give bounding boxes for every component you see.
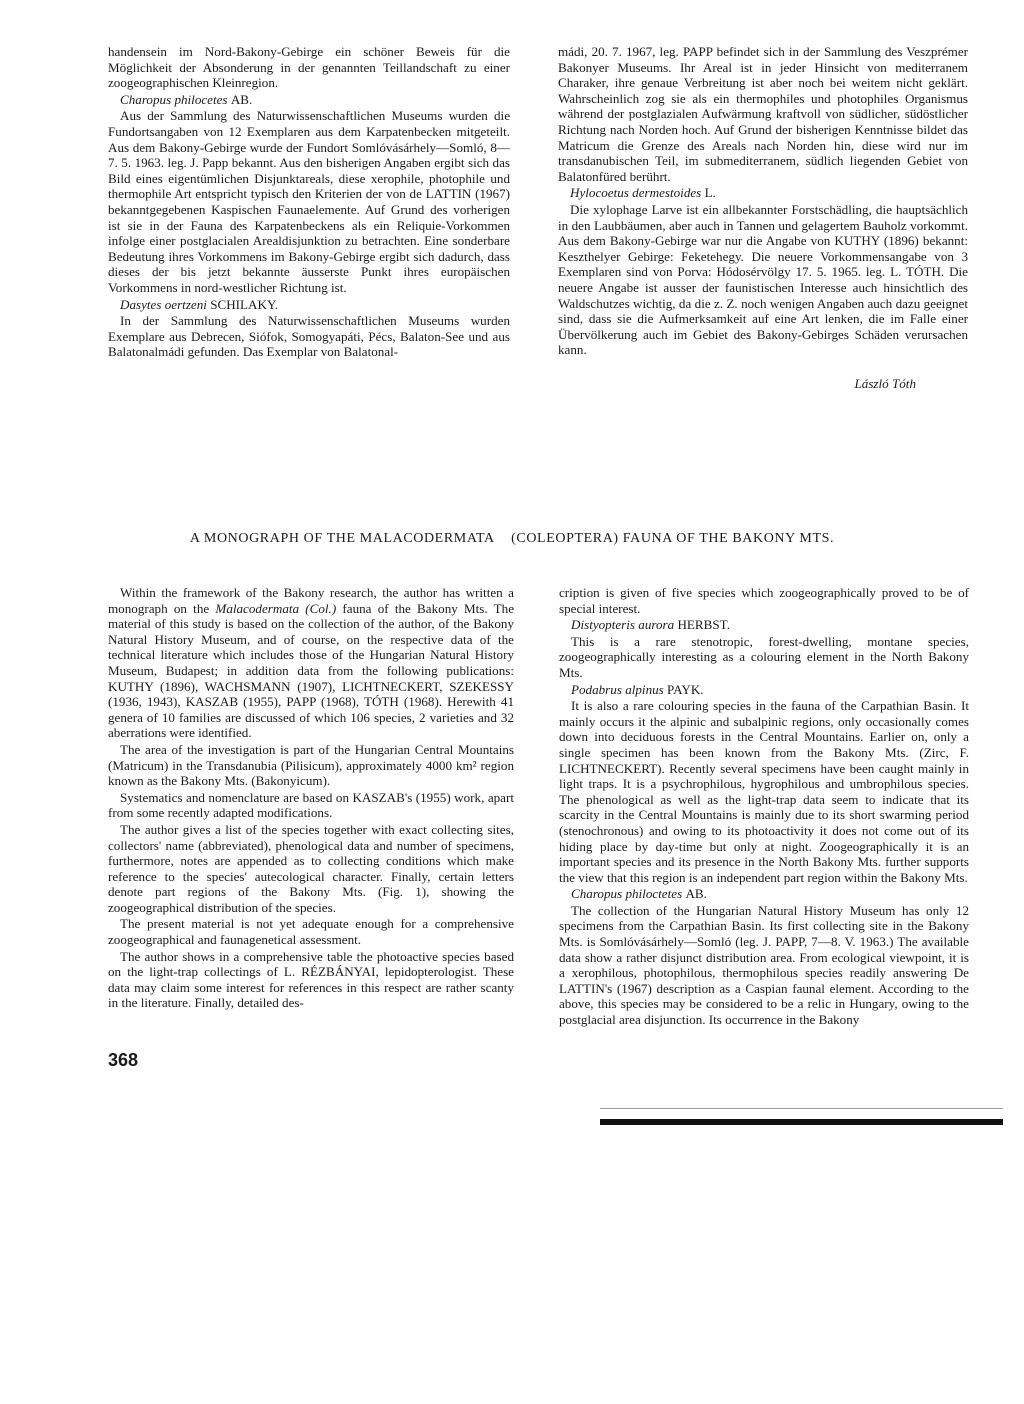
species-author: SCHILAKY. (210, 296, 278, 312)
text-run: Within the framework of the Bakony research, the author has written a monograph on the (108, 585, 514, 616)
paragraph: This is a rare stenotropic, forest-dwelling, montane species, zoogeographically interesting as a colouring element in the North Bakony Mts. (559, 633, 969, 680)
species-heading (108, 297, 510, 313)
bottom-left-column (108, 585, 514, 1012)
species-name: Charopus philoctetes (571, 886, 683, 902)
paragraph: Die xylophage Larve ist ein allbekannter Forstschädling, die hauptsächlich in den Laubbäumen, aber auch in Tannen und gelagertem Bauholz vorkommt. Aus dem Bakony-Gebirge war nur die Angabe von KUTHY (1896) bekannt: Keszthelyer Gebirge: Feketehegy. Die neuere Vorkommensangabe von 3 Exemplaren sind von Porva: Hódosérvölgy 17. 5. 1965. leg. L. TÓTH. Die neuere Angabe ist ausser der faunistischen Interesse auch hinsichtlich des Waldschutzes wichtig, da die z. Z. noch wenigen Angaben auch dazu geeignet sind, dass sie die Aufmerksamkeit auf eine Art lenken, die im Falle einer Übervölkerung auch im Gebiet des Bakony-Gebirges Schäden verursachen kann. (558, 201, 968, 358)
paragraph: handensein im Nord-Bakony-Gebirge ein schöner Beweis für die Möglichkeit der Absonderung in der genannten Teillandschaft zu einer zoogeographischen Kleinregion. (108, 44, 510, 91)
page-number: 368 (108, 1050, 139, 1070)
species-name: Hylocoetus dermestoides (570, 185, 702, 201)
paragraph: mádi, 20. 7. 1967, leg. PAPP befindet sich in der Sammlung des Veszprémer Bakonyer Museums. Ihr Areal ist in jeder Hinsicht von mediterranem Charaker, ihre genaue Verbreitung ist aber noch bei weitem nicht geklärt. Wahrscheinlich zog sie als ein thermophiles und photophiles Organismus während der postglazialen Aufwärmung kraftvoll von südlicher, südöstlicher Richtung nach Norden hoch. Auf Grund der bisherigen Kenntnisse bildet das Matricum die Grenze des Areals nach Norden hin, diese wird nur im transdanubischen Teil, im submediterranem, südlich liegenden Gebiet von Balatonfüred berührt. (558, 44, 968, 184)
top-right-column (558, 44, 968, 391)
paragraph: The area of the investigation is part of the Hungarian Central Mountains (Matricum) in the Transdanubia (Pilisicum), approximately 4000 km² region known as the Bakony Mts. (Bakonyicum). (108, 741, 514, 789)
paragraph: In der Sammlung des Naturwissenschaftlichen Museums wurden Exemplare aus Debrecen, Siófok, Somogyapáti, Pécs, Balaton-See und aus Balatonalmádi gefunden. Das Exemplar von Balatonal- (108, 313, 510, 360)
title-part-left: A MONOGRAPH OF THE MALACODERMATA (189, 531, 495, 546)
species-author: L. (704, 185, 716, 201)
paragraph: Systematics and nomenclature are based on KASZAB's (1955) work, apart from some recently adapted modifications. (108, 789, 514, 821)
species-author: AB. (685, 886, 707, 902)
species-heading (108, 92, 510, 108)
paragraph: Aus der Sammlung des Naturwissenschaftlichen Museums wurden die Fundortsangaben von 12 Exemplaren aus dem Karpatenbecken mitgeteilt. Aus dem Bakony-Gebirge wurde der Fundort Somlóvásárhely—Somló, 8—7. 5. 1963. leg. J. Papp bekannt. Aus den bisherigen Angaben ergibt sich das Bild eines eigentümlichen Disjunktareals, diese xerophile, photophile und thermophile Art entspricht typisch den Kriterien der von de LATTIN (1967) bekanntgegebenen Kaspischen Faunaelemente. Auf Grund des vorherigen ist sie in der Fauna des Karpatenbeckens als ein Reliquie-Vorkommen infolge einer postglacialen Arealdisjunktion zu betrachten. Eine sonderbare Bedeutung ihres Vorkommens im Bakony-Gebirge ergibt sich dadurch, dass dieses der bis jetzt bekannte äusserste Punkt ihres europäischen Vorkommens in nord-westlicher Richtung ist. (108, 108, 510, 295)
article-title (0, 531, 1024, 547)
species-name: Distyopteris aurora (571, 617, 675, 633)
species-name: Dasytes oertzeni (120, 296, 207, 312)
paragraph: The present material is not yet adequate enough for a comprehensive zoogeographical and faunagenetical assessment. (108, 916, 514, 948)
paragraph: The collection of the Hungarian Natural History Museum has only 12 specimens from the Carpathian Basin. Its first collecting site in the Bakony Mts. is Somlóvásárhely—Somló (leg. J. PAPP, 7—8. V. 1963.) The available data show a rather disjunct distribution area. From ecological viewpoint, it is a xerophilous, photophilous, thermophilous species readily answering De LATTIN's (1967) description as a Caspian faunal element. According to the above, this species may be considered to be a relic in Hungary, owing to the postglacial area disjunction. Its occurrence in the Bakony (559, 902, 969, 1028)
paragraph (108, 585, 514, 741)
species-heading (559, 886, 969, 902)
divider (600, 1108, 1003, 1109)
bottom-right-column (559, 585, 969, 1029)
species-name: Charopus philocetes (120, 91, 228, 107)
species-heading (559, 617, 969, 633)
text-run: fauna of the Bakony Mts. The material of this study is based on the collection of the author, of the Bakony Natural History Museum, and of course, on the respective data of the technical literature which includes those of the Hungarian Natural History Museum, Budapest; in addition data from the following publications: KUTHY (1896), WACHSMANN (1907), LICHTNECKERT, SZEKESSY (1936, 1943), KASZAB (1955), PAPP (1968), TÓTH (1968). Herewith 41 genera of 10 families are discussed of which 106 species, 2 varieties and 32 aberrations were identified. (108, 600, 515, 741)
paragraph: The author gives a list of the species together with exact collecting sites, collectors' name (abbreviated), phenological data and number of specimens, furthermore, notes are appended as to collecting conditions which make reference to the species' autecological character. Finally, certain letters denote part regions of the Bakony Mts. (Fig. 1), showing the zoogeographical distribution of the species. (108, 821, 514, 915)
top-left-column (108, 44, 510, 361)
title-part-right: (COLEOPTERA) FAUNA OF THE BAKONY MTS. (511, 531, 835, 546)
author-signature: László Tóth (854, 375, 916, 391)
paragraph: The author shows in a comprehensive table the photoactive species based on the light-trap collectings of L. RÉZBÁNYAI, lepidopterologist. These data may claim some interest for references in this respect are rather scanty in the literature. Finally, detailed des- (108, 948, 514, 1011)
paragraph: cription is given of five species which zoogeographically proved to be of special interest. (559, 585, 969, 616)
species-author: PAYK. (667, 681, 704, 697)
species-name: Podabrus alpinus (571, 681, 664, 697)
species-author: HERBST. (677, 617, 730, 633)
species-heading (558, 185, 968, 201)
species-heading (559, 682, 969, 698)
species-author: AB. (230, 91, 253, 107)
footer-rule (600, 1119, 1003, 1125)
paragraph: It is also a rare colouring species in the fauna of the Carpathian Basin. It mainly occurs it the alpinic and subalpinic regions, only occasionally comes down into deciduous forests in the Central Mountains. Earlier on, only a single specimen has been known from the Bakony Mts. (Zirc, F. LICHTNECKERT). Recently several specimens have been caught mainly in light traps. It is a psychrophilous, hygrophilous and umbrophilous species. The phenological as well as the light-trap data seem to indicate that its scarcity in the Central Mountains is mainly due to its short swarming period (stenochronous) and owing to its photoactivity it does not come out of its hiding place by day-time but only at night. Zoogeographically it is an important species and its presence in the North Bakony Mts. further supports the view that this region is an independent part region within the Bakony Mts. (559, 698, 969, 885)
taxon-name: Malacodermata (Col.) (215, 600, 337, 616)
